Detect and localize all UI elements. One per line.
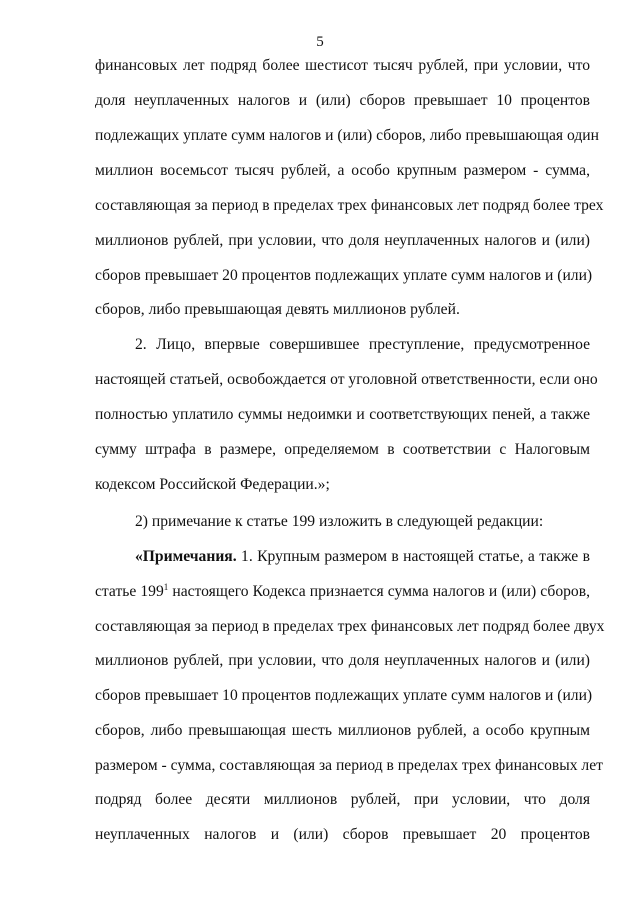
- paragraph-line: размером - сумма, составляющая за период в пределах трех финансовых лет: [95, 757, 603, 774]
- paragraph-line: финансовых лет подряд более шестисот тысяч рублей, при условии, что: [95, 57, 590, 74]
- paragraph-line: 2) примечание к статье 199 изложить в следующей редакции:: [135, 513, 544, 530]
- paragraph-line: полностью уплатило суммы недоимки и соответствующих пеней, а также: [95, 406, 590, 423]
- paragraph-line: сборов, либо превышающая шесть миллионов рублей, а особо крупным: [95, 722, 590, 739]
- paragraph-line: 2. Лицо, впервые совершившее преступление, предусмотренное: [135, 336, 590, 353]
- paragraph-line: неуплаченных налогов и (или) сборов превышает 20 процентов: [95, 826, 590, 843]
- notes-heading: «Примечания.: [135, 548, 237, 565]
- paragraph-line: сборов превышает 10 процентов подлежащих уплате сумм налогов и (или): [95, 687, 593, 704]
- paragraph-line: сборов превышает 20 процентов подлежащих уплате сумм налогов и (или): [95, 267, 593, 284]
- paragraph-line: доля неуплаченных налогов и (или) сборов превышает 10 процентов: [95, 92, 590, 109]
- superscript: 1: [163, 581, 169, 592]
- paragraph-line: [95, 582, 590, 602]
- paragraph-line: кодексом Российской Федерации.»;: [95, 476, 330, 493]
- paragraph-line: сумму штрафа в размере, определяемом в соответствии с Налоговым: [95, 441, 590, 458]
- page-number: 5: [316, 34, 324, 50]
- paragraph-text: 1. Крупным размером в настоящей статье, а также в: [236, 548, 590, 565]
- paragraph-line: составляющая за период в пределах трех финансовых лет подряд более трех: [95, 197, 604, 214]
- paragraph-text: статье 199: [95, 583, 164, 600]
- paragraph-line: сборов, либо превышающая девять миллионов рублей.: [95, 301, 460, 318]
- paragraph-line: миллионов рублей, при условии, что доля неуплаченных налогов и (или): [95, 652, 590, 669]
- paragraph-text: настоящего Кодекса признается сумма налогов и (или) сборов,: [168, 583, 590, 600]
- paragraph-line: миллион восемьсот тысяч рублей, а особо крупным размером - сумма,: [95, 162, 590, 179]
- paragraph-line: миллионов рублей, при условии, что доля неуплаченных налогов и (или): [95, 232, 590, 249]
- paragraph-line: подряд более десяти миллионов рублей, при условии, что доля: [95, 791, 590, 808]
- paragraph-line: [135, 547, 590, 567]
- paragraph-line: настоящей статьей, освобождается от уголовной ответственности, если оно: [95, 371, 598, 388]
- paragraph-line: подлежащих уплате сумм налогов и (или) сборов, либо превышающая один: [95, 127, 599, 144]
- paragraph-line: составляющая за период в пределах трех финансовых лет подряд более двух: [95, 618, 605, 635]
